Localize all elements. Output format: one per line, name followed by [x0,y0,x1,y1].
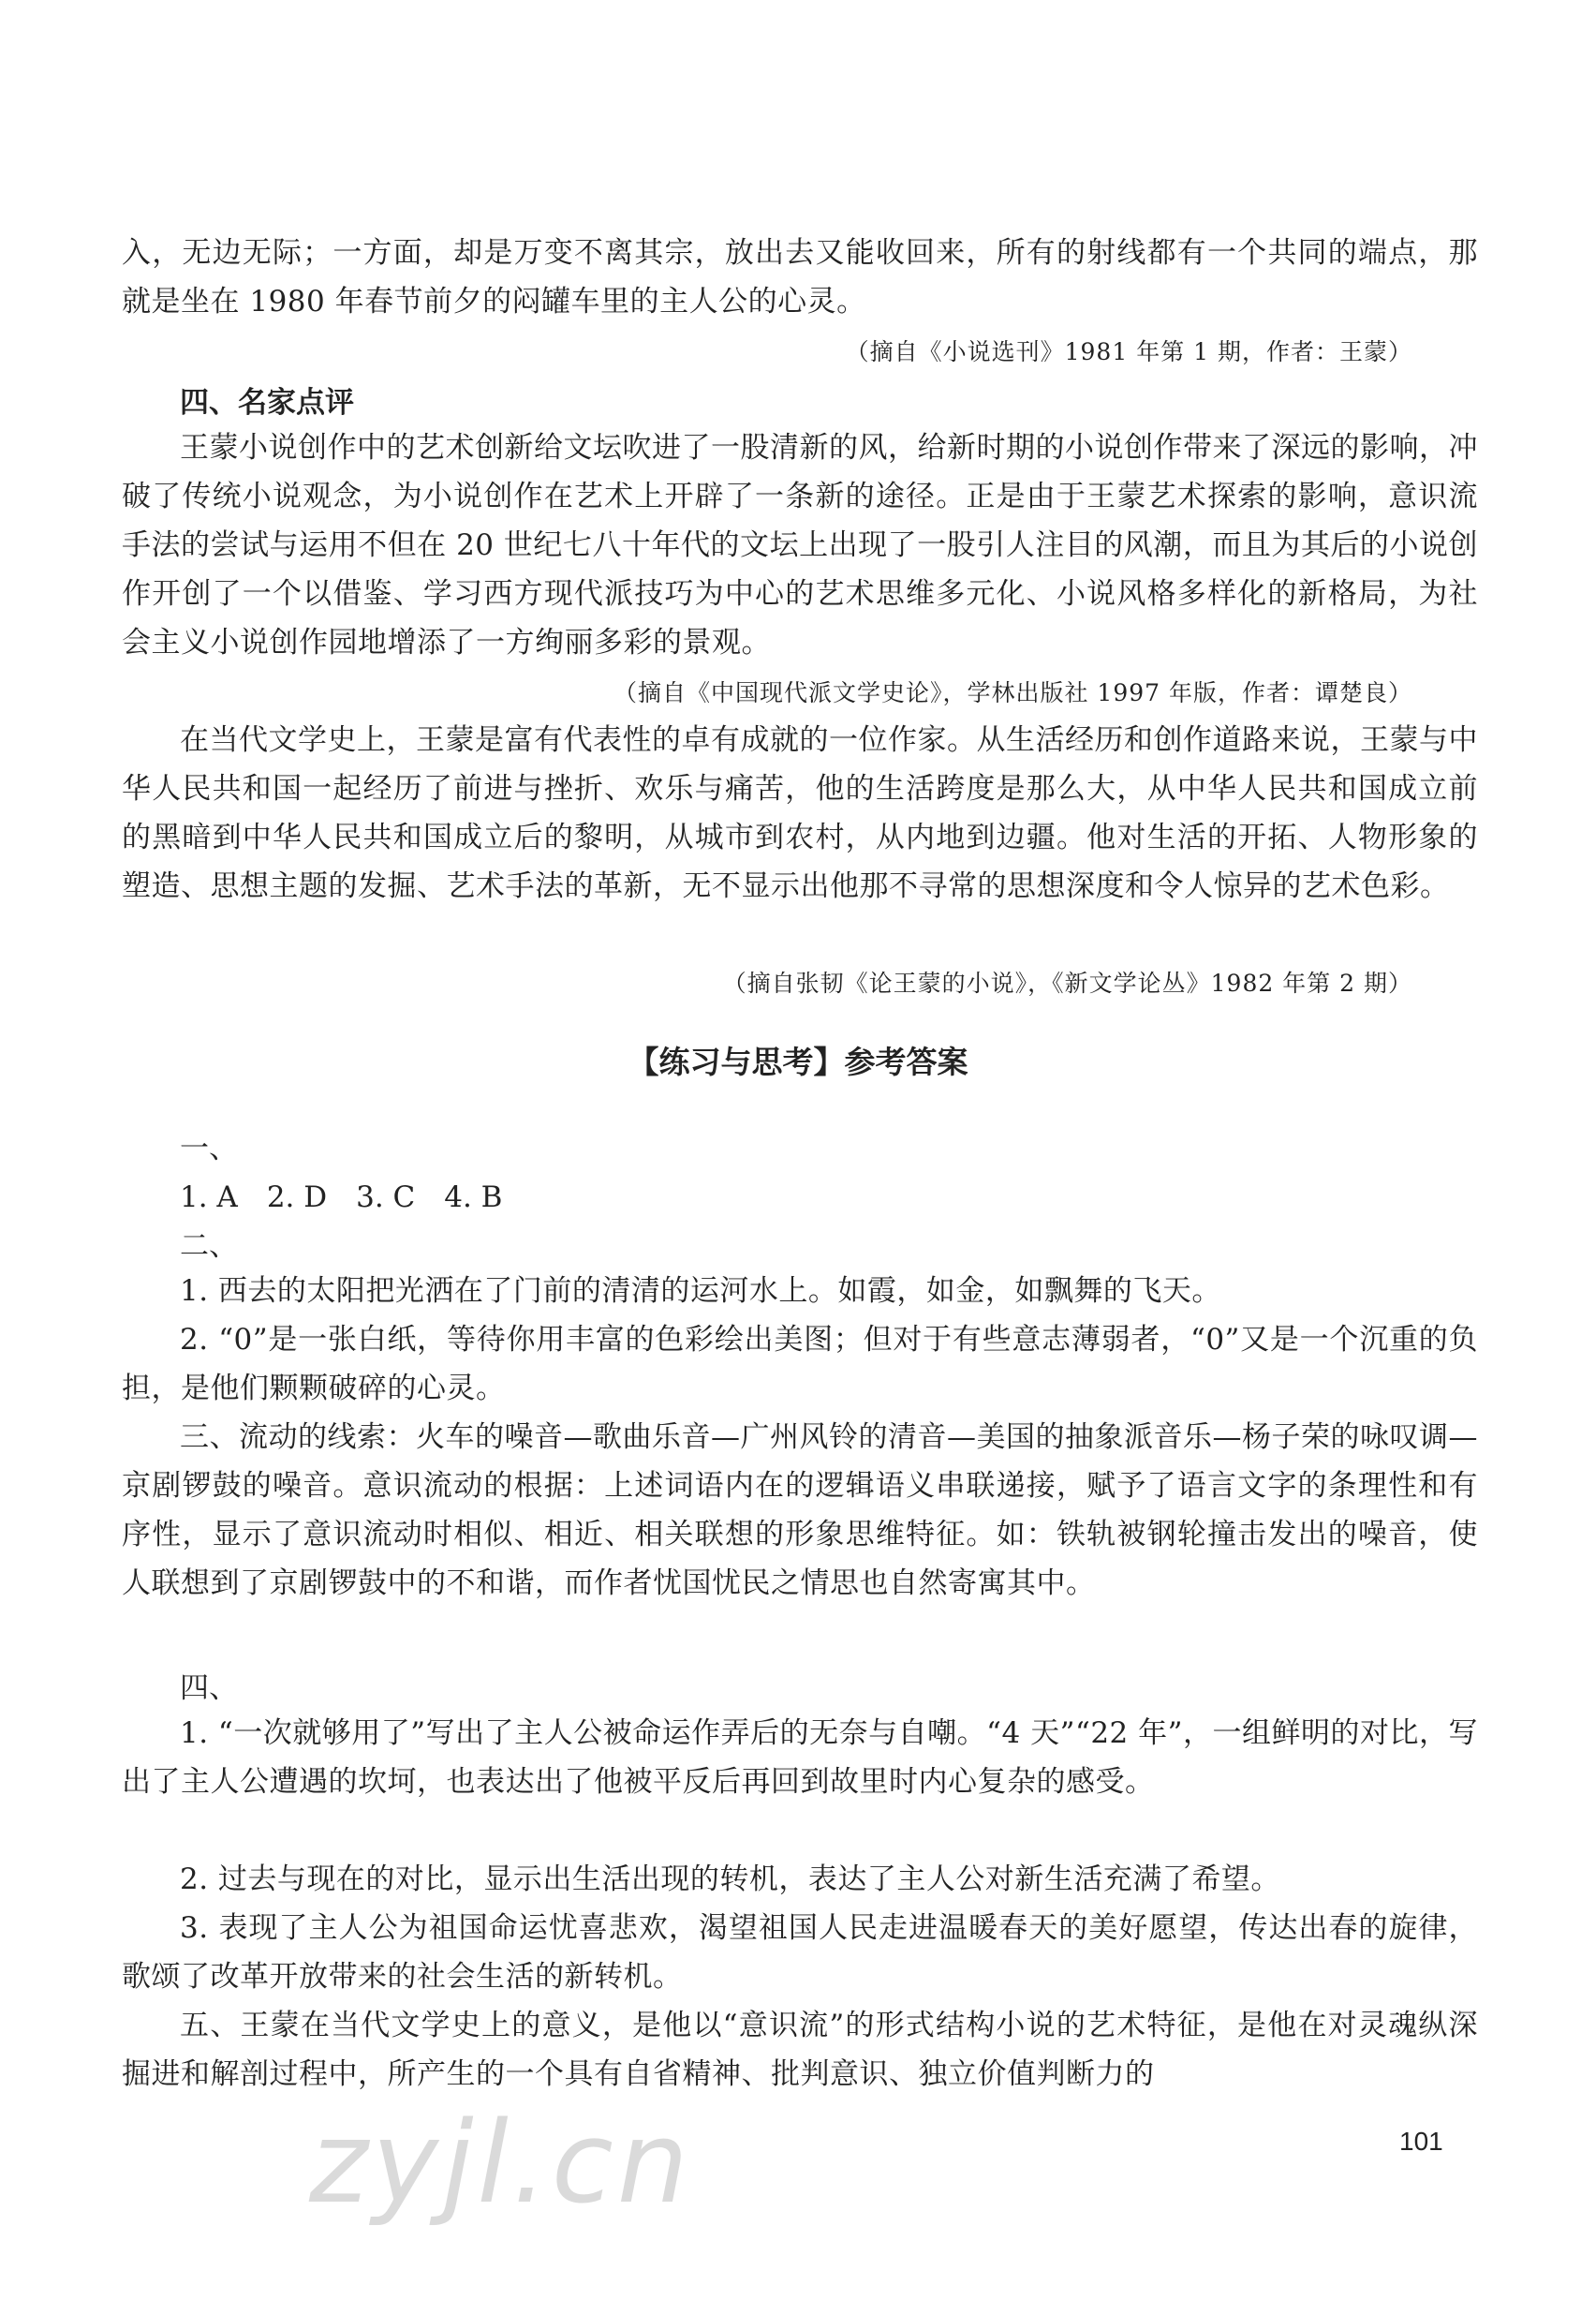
answer-part2-item1: 1. 西去的太阳把光洒在了门前的清清的运河水上。如霞，如金，如飘舞的飞天。 [180,1274,1221,1308]
source-citation-3: （摘自张韧《论王蒙的小说》，《新文学论丛》1982 年第 2 期） [722,970,1412,997]
review-paragraph-1: 王蒙小说创作中的艺术创新给文坛吹进了一股清新的风，给新时期的小说创作带来了深远的影响，冲破了传统小说观念，为小说创作在艺术上开辟了一条新的途径。正是由于王蒙艺术探索的影响，意识流手法的尝试与运用不但在 20 世纪七八十年代的文坛上出现了一股引人注目的风潮，而且为其后的小说创作开创了一个以借鉴、学习西方现代派技巧为中心的艺术思维多元化、小说风格多样化的新格局，为社会主义小说创作园地增添了一方绚丽多彩的景观。 [122,431,1478,660]
site-watermark: zyjl.cn [309,2099,692,2229]
answer-part4-item1: 1. “一次就够用了”写出了主人公被命运作弄后的无奈与自嘲。“4 天”“22 年”，一组鲜明的对比，写出了主人公遭遇的坎坷，也表达出了他被平反后再回到故里时内心复杂的感受。 [122,1716,1478,1799]
answer-part1-label: 一、 [180,1132,238,1165]
answer-part1-text: 1. A 2. D 3. C 4. B [180,1180,503,1214]
answer-part4-item3: 3. 表现了主人公为祖国命运忧喜悲欢，渴望祖国人民走进温暖春天的美好愿望，传达出春的旋律，歌颂了改革开放带来的社会生活的新转机。 [122,1911,1478,1994]
answer-part4-item2: 2. 过去与现在的对比，显示出生活出现的转机，表达了主人公对新生活充满了希望。 [180,1862,1280,1896]
section-heading-reviews: 四、名家点评 [180,386,354,420]
page-number: 101 [1399,2127,1443,2156]
answer-part2-label: 二、 [180,1229,238,1263]
source-citation-2: （摘自《中国现代派文学史论》，学林出版社 1997 年版，作者：谭楚良） [613,679,1412,706]
source-citation-1: （摘自《小说选刊》1981 年第 1 期，作者：王蒙） [845,338,1412,365]
review-paragraph-2: 在当代文学史上，王蒙是富有代表性的卓有成就的一位作家。从生活经历和创作道路来说，王蒙与中华人民共和国一起经历了前进与挫折、欢乐与痛苦，他的生活跨度是那么大，从中华人民共和国成立前的黑暗到中华人民共和国成立后的黎明，从城市到农村，从内地到边疆。他对生活的开拓、人物形象的塑造、思想主题的发掘、艺术手法的革新，无不显示出他那不寻常的思想深度和令人惊异的艺术色彩。 [122,723,1478,903]
answers-title: 【练习与思考】参考答案 [628,1044,968,1080]
intro-paragraph: 入，无边无际；一方面，却是万变不离其宗，放出去又能收回来，所有的射线都有一个共同的端点，那就是坐在 1980 年春节前夕的闷罐车里的主人公的心灵。 [122,236,1478,319]
answer-part5-text: 五、王蒙在当代文学史上的意义，是他以“意识流”的形式结构小说的艺术特征，是他在对灵魂纵深掘进和解剖过程中，所产生的一个具有自省精神、批判意识、独立价值判断力的 [122,2009,1478,2091]
answer-part2-item2: 2. “0”是一张白纸，等待你用丰富的色彩绘出美图；但对于有些意志薄弱者，“0”又是一个沉重的负担，是他们颗颗破碎的心灵。 [122,1323,1478,1405]
answer-part4-label: 四、 [180,1671,238,1705]
answer-part3-text: 三、流动的线索：火车的噪音—歌曲乐音—广州风铃的清音—美国的抽象派音乐—杨子荣的咏叹调—京剧锣鼓的噪音。意识流动的根据：上述词语内在的逻辑语义串联递接，赋予了语言文字的条理性和有序性，显示了意识流动时相似、相近、相关联想的形象思维特征。如：铁轨被钢轮撞击发出的噪音，使人联想到了京剧锣鼓中的不和谐，而作者忧国忧民之情思也自然寄寓其中。 [122,1420,1478,1600]
